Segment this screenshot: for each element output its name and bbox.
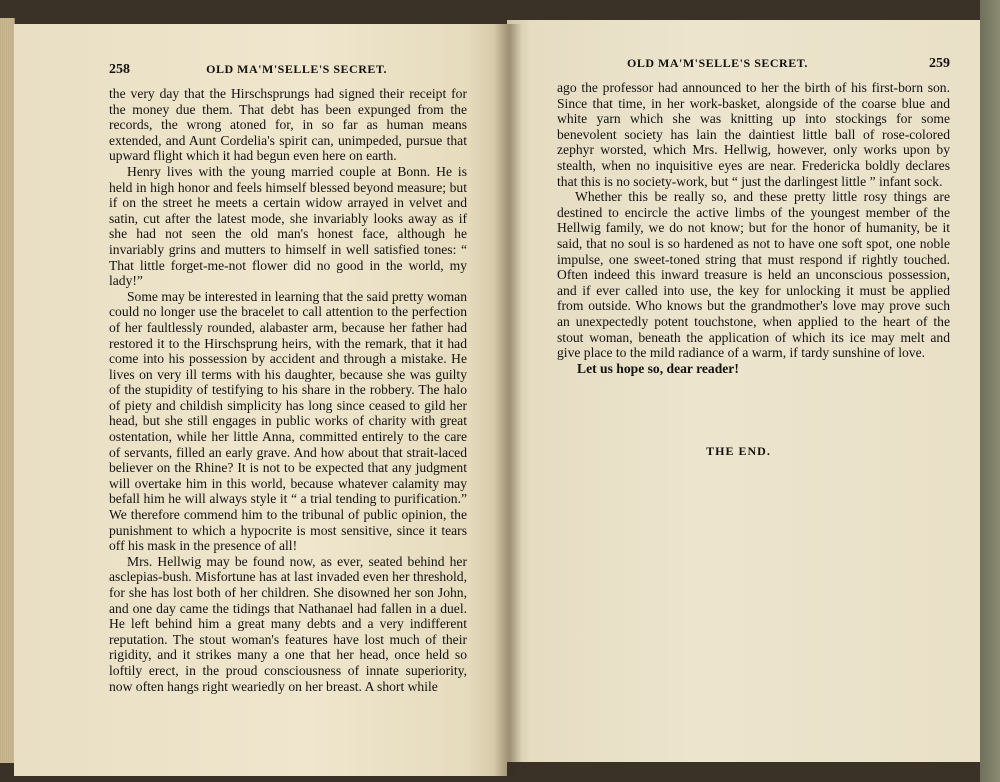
left-page-text xyxy=(109,86,467,694)
paragraph: the very day that the Hirschsprungs had signed their receipt for the money due them. That debt has been expunged from the records, the wrong atoned for, in so far as human means extended, and Aunt Cordelia's spirit can, unimpeded, pursue that upward flight which it had begun even here on earth. xyxy=(109,86,467,164)
paragraph: Whether this be really so, and these pretty little rosy things are destined to encircle the active limbs of the youngest member of the Hellwig family, we do not know; but for the honor of humanity, be it said, that no soul is so hardened as not to have one soft spot, one noble impulse, one sweet-toned string that must respond if rightly touched. Often indeed this inward treasure is held an unconscious possession, and if ever called into use, the key for unlocking it must be applied from outside. Who knows but the grandmother's love may prove such an unexpectedly potent touchstone, when applied to the heart of the stout woman, beneath the application of which its ice may melt and give place to the mild radiance of a warm, if tardy sunshine of love. xyxy=(557,189,950,361)
left-running-head xyxy=(109,62,467,78)
left-running-title: OLD MA'M'SELLE'S SECRET. xyxy=(206,62,387,76)
right-page xyxy=(507,20,980,762)
paragraph: Mrs. Hellwig may be found now, as ever, seated behind her asclepias-bush. Misfortune has at last invaded even her threshold, for she has lost both of her children. She disowned her son John, and one day came the tidings that Nathanael had fallen in a duel. He left behind him a great many debts and a very indifferent reputation. The stout woman's features have lost much of their rigidity, and it strikes many a one that her head, once held so loftily erect, in the proud consciousness of innate superiority, now often hangs right weariedly on her breast. A short while xyxy=(109,553,467,694)
left-page-number: 258 xyxy=(109,62,130,77)
left-page xyxy=(14,24,507,776)
right-page-number: 259 xyxy=(929,56,950,71)
page-fore-edge xyxy=(0,18,15,763)
book-cover-edge xyxy=(980,0,1000,782)
paragraph: Some may be interested in learning that the said pretty woman could no longer use the bracelet to call attention to the perfection of her faultlessly rounded, alabaster arm, because her father had restored it to the Hirschsprung heirs, with the remark, that it had come into his possession by accident and through a mistake. He lives on very ill terms with his daughter, because she was guilty of the stupidity of testifying to his share in the robbery. The halo of piety and childish simplicity has long since ceased to gild her head, but she still engages in public works of charity with great ostentation, while her little Anna, committed entirely to the care of servants, filled an early grave. And how about that strait-laced believer on the Rhine? It is not to be expected that any judgment will overtake him in this world, because whatever calamity may befall him he will always style it “ a trial tending to purification.” We therefore commend him to the tribunal of public opinion, the punishment to which a hypocrite is most sensitive, since it tears off his mask in the presence of all! xyxy=(109,288,467,554)
closing-line: Let us hope so, dear reader! xyxy=(577,360,739,376)
book-gutter xyxy=(494,24,522,776)
right-running-head xyxy=(557,56,950,72)
paragraph: ago the professor had announced to her the birth of his first-born son. Since that time, in her work-basket, alongside of the coarse blue and white yarn which she was knitting up into stockings for some benevolent society has lain the daintiest little ball of rose-colored zephyr worsted, which Mrs. Hellwig, however, only works upon by stealth, when no inquisitive eyes are near. Fredericka boldly declares that this is no society-work, but “ just the darlingest little ” infant sock. xyxy=(557,80,950,189)
paragraph: Henry lives with the young married couple at Bonn. He is held in high honor and feels himself blessed beyond measure; but if on the street he meets a certain widow arrayed in velvet and satin, cut after the latest mode, she invariably looks away as if she had not seen the old man's honest face, although he invariably grins and mutters to himself in well satisfied tones: “ That little forget-me-not flower did no good in the world, my lady!” xyxy=(109,163,467,289)
the-end-label: THE END. xyxy=(706,444,771,459)
right-running-title: OLD MA'M'SELLE'S SECRET. xyxy=(627,56,808,70)
right-page-text xyxy=(557,80,950,376)
